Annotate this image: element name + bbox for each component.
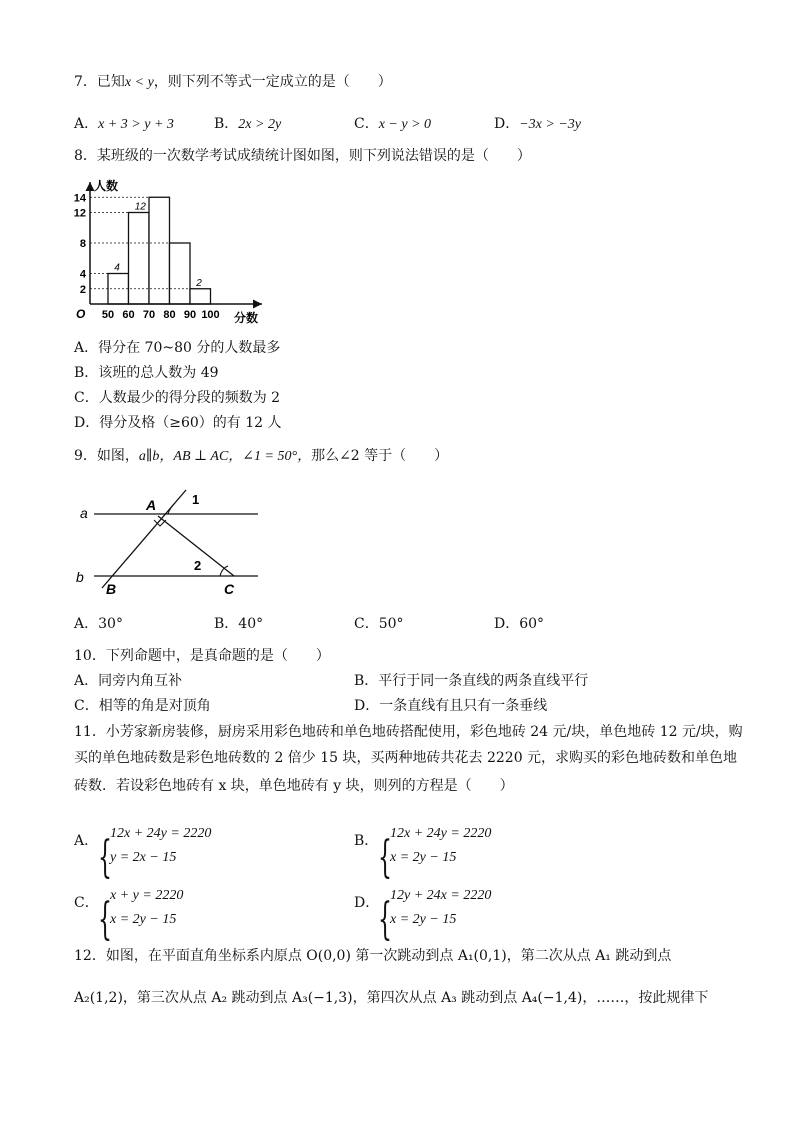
brace-icon: { xyxy=(378,894,392,945)
x-tick-label: 70 xyxy=(142,309,156,321)
q9-stem xyxy=(74,446,448,467)
q12-line-2: A₂(1,2)，第三次从点 A₂ 跳动到点 A₃(−1,3)，第四次从点 A₃ 跳动到点 A₄(−1,4)，……，按此规律下 xyxy=(74,990,709,1006)
x-tick-label: 80 xyxy=(163,309,176,321)
y-tick-label: 8 xyxy=(79,238,86,250)
q7-option-b[interactable]: B．2x > 2y xyxy=(214,116,282,132)
label-angle2: 2 xyxy=(194,558,202,573)
q10-stem: 10．下列命题中，是真命题的是（ ） xyxy=(74,648,330,664)
q9-condition: a∥b，AB ⊥ AC，∠1 = 50°， xyxy=(138,449,312,464)
y-tick-label: 2 xyxy=(79,283,86,296)
brace-icon: { xyxy=(98,832,112,883)
q9-option-c[interactable]: C．50° xyxy=(354,616,404,632)
data-label: 2 xyxy=(196,277,202,289)
q11-line-3: 砖数．若设彩色地砖有 x 块，单色地砖有 y 块，则列的方程是（ ） xyxy=(74,778,514,794)
brace-icon: { xyxy=(378,832,392,883)
q8-option-a[interactable]: A．得分在 70~80 分的人数最多 xyxy=(74,340,281,356)
origin-label: O xyxy=(76,307,86,321)
q7-stem xyxy=(74,72,392,93)
bar-90-100 xyxy=(190,289,211,304)
q9-stem-text: 9．如图， xyxy=(74,448,139,464)
y-tick-label: 12 xyxy=(73,207,86,220)
q8-option-b[interactable]: B．该班的总人数为 49 xyxy=(74,365,219,381)
q10-option-d[interactable]: D．一条直线有且只有一条垂线 xyxy=(354,698,548,714)
q11-line-1: 11．小芳家新房装修，厨房采用彩色地砖和单色地砖搭配使用，彩色地砖 24 元/块，单色地砖 12 元/块，购 xyxy=(74,724,743,740)
q8-bar-chart xyxy=(72,176,272,326)
q7-stem-end: ，则下列不等式一定成立的是（ ） xyxy=(153,74,392,90)
q7-option-d[interactable]: D．−3x > −3y xyxy=(494,116,582,132)
q7-condition: x < y xyxy=(124,75,154,90)
label-point-b: B xyxy=(106,581,117,597)
bar-60-70 xyxy=(129,213,150,305)
label-a-line: a xyxy=(80,505,88,521)
y-tick-label: 4 xyxy=(79,268,86,281)
label-point-a: A xyxy=(146,497,157,513)
q12-line-1: 12．如图，在平面直角坐标系内原点 O(0,0) 第一次跳动到点 A₁(0,1)，第二次从点 A₁ 跳动到点 xyxy=(74,948,672,964)
q9-option-a[interactable]: A．30° xyxy=(74,616,123,632)
q7-option-a[interactable]: A．x + 3 > y + 3 xyxy=(74,116,174,132)
q9-option-b[interactable]: B．40° xyxy=(214,616,264,632)
q10-option-a[interactable]: A．同旁内角互补 xyxy=(74,673,183,689)
x-tick-label: 60 xyxy=(122,309,135,321)
q10-option-b[interactable]: B．平行于同一条直线的两条直线平行 xyxy=(354,673,589,689)
x-tick-label: 90 xyxy=(183,309,197,321)
q11-line-2: 买的单色地砖数是彩色地砖数的 2 倍少 15 块，买两种地砖共花去 2220 元，求购买的彩色地砖数和单色地 xyxy=(74,750,738,766)
q9-figure xyxy=(72,482,272,607)
y-axis-label: 人数 xyxy=(94,179,119,193)
bar-70-80 xyxy=(149,197,170,304)
q7-option-c[interactable]: C．x − y > 0 xyxy=(354,116,432,132)
q10-option-c[interactable]: C．相等的角是对顶角 xyxy=(74,698,211,714)
data-label: 4 xyxy=(114,262,120,274)
x-tick-label: 100 xyxy=(201,309,220,321)
label-b-line: b xyxy=(76,569,84,585)
data-label: 12 xyxy=(134,201,146,213)
q8-option-d[interactable]: D．得分及格（≥60）的有 12 人 xyxy=(74,415,282,431)
q8-stem: 8．某班级的一次数学考试成绩统计图如图，则下列说法错误的是（ ） xyxy=(74,148,531,164)
x-axis-label: 分数 xyxy=(234,311,259,325)
y-tick-label: 14 xyxy=(73,192,86,205)
bar-80-90 xyxy=(170,243,191,304)
q8-option-c[interactable]: C．人数最少的得分段的频数为 2 xyxy=(74,390,281,406)
q9-option-d[interactable]: D．60° xyxy=(494,616,545,632)
q7-stem-text: 7．已知 xyxy=(74,74,125,90)
q9-stem-end: 那么∠2 等于（ ） xyxy=(311,448,449,464)
x-tick-label: 50 xyxy=(101,309,115,321)
brace-icon: { xyxy=(98,894,112,945)
label-angle1: 1 xyxy=(192,492,200,507)
label-point-c: C xyxy=(224,581,235,597)
